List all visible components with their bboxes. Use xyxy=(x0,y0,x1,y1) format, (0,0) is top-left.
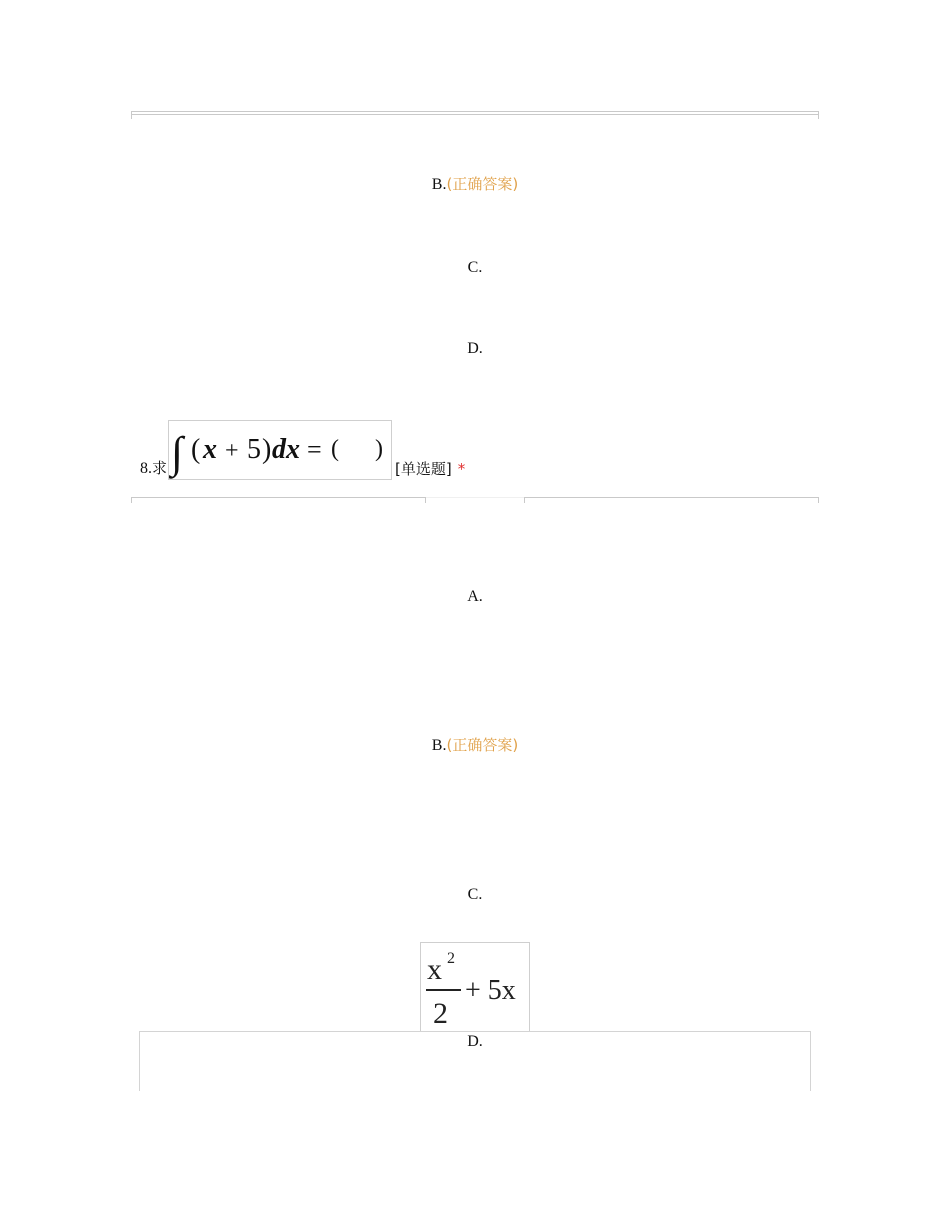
option-letter: C. xyxy=(467,886,483,903)
divider-right xyxy=(524,497,819,503)
option-c-formula-image xyxy=(420,942,530,1032)
option-letter: C. xyxy=(467,259,483,276)
svg-text:(: ( xyxy=(331,436,340,462)
svg-text:2: 2 xyxy=(433,997,448,1030)
svg-text:(: ( xyxy=(191,434,201,465)
option-letter: A. xyxy=(467,588,483,605)
question-title xyxy=(140,418,465,480)
required-mark: * xyxy=(457,460,466,478)
integral-formula-image xyxy=(168,420,392,480)
divider-left xyxy=(131,497,426,503)
option-d[interactable] xyxy=(0,1032,950,1052)
svg-text:2: 2 xyxy=(447,950,455,967)
svg-text:5: 5 xyxy=(247,434,262,465)
integral-formula xyxy=(169,421,391,479)
question-type: [单选题] xyxy=(395,460,452,478)
svg-text:=: = xyxy=(307,435,322,464)
question-number: 8. xyxy=(140,460,152,477)
option-letter: B. xyxy=(431,176,447,193)
prev-option-d[interactable] xyxy=(0,339,950,359)
svg-text:x: x xyxy=(427,953,442,986)
prev-option-c[interactable] xyxy=(0,258,950,278)
option-a[interactable] xyxy=(0,587,950,607)
question-prefix: 求 xyxy=(152,459,168,477)
svg-text:x: x xyxy=(203,434,218,465)
top-divider xyxy=(131,111,819,115)
divider-middle xyxy=(426,497,524,503)
svg-text:+ 5x: + 5x xyxy=(465,975,516,1006)
option-b[interactable] xyxy=(0,735,950,756)
svg-text:+: + xyxy=(225,438,239,464)
integral-sign: ∫ xyxy=(171,428,184,477)
option-letter: D. xyxy=(467,340,483,357)
prev-option-b[interactable] xyxy=(0,174,950,195)
svg-text:dx: dx xyxy=(272,434,301,465)
option-letter: D. xyxy=(467,1033,483,1050)
option-c[interactable] xyxy=(0,885,950,905)
svg-text:): ) xyxy=(375,436,384,462)
correct-answer-label: (正确答案) xyxy=(446,736,519,754)
svg-text:): ) xyxy=(262,434,272,465)
fraction-formula xyxy=(421,943,529,1031)
option-letter: B. xyxy=(431,737,447,754)
correct-answer-label: (正确答案) xyxy=(446,175,519,193)
